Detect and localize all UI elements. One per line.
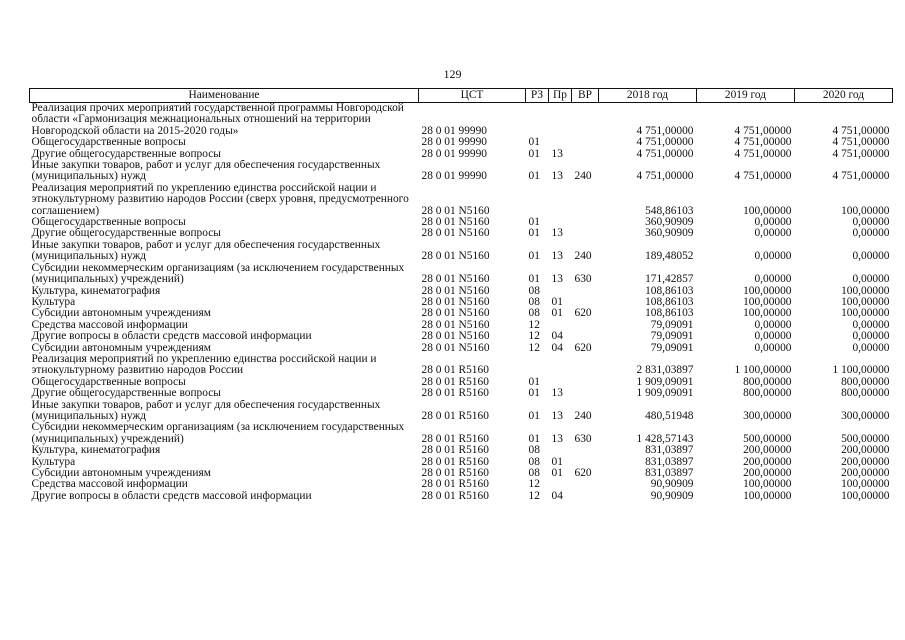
row-2018: 4 751,00000 <box>636 170 694 183</box>
row-pr <box>549 217 572 228</box>
row-name: Иные закупки товаров, работ и услуг для обеспечения государственных (муниципальных) нужд <box>31 160 381 183</box>
row-2020: 0,00000 <box>852 273 890 286</box>
row-name: Реализация мероприятий по укреплению единства российской нации и этнокультурному развитию народов России (сверх уровня, предусмотренного соглашением) <box>31 182 409 217</box>
table-row <box>30 388 893 399</box>
row-pr: 13 <box>551 388 563 400</box>
row-rz: 01 <box>528 273 540 286</box>
row-2018: 108,86103 <box>645 296 694 308</box>
row-vr <box>572 388 599 399</box>
row-2020: 0,00000 <box>852 342 890 354</box>
row-pr <box>549 377 572 388</box>
table-row <box>30 457 893 468</box>
row-rz: 08 <box>528 308 540 320</box>
row-vr <box>572 377 599 388</box>
table-row <box>30 343 893 354</box>
row-2018: 108,86103 <box>645 285 694 297</box>
table-row <box>30 228 893 239</box>
row-pr: 13 <box>551 432 563 445</box>
row-name: Субсидии автономным учреждениям <box>31 468 211 479</box>
row-name: Общегосударственные вопросы <box>31 376 186 388</box>
header-pr: Пр <box>549 89 572 103</box>
row-2019: 100,00000 <box>743 490 792 502</box>
header-rz: РЗ <box>526 89 549 103</box>
row-rz: 12 <box>528 342 540 354</box>
row-2018: 831,03897 <box>645 468 694 479</box>
row-cst: 28 0 01 N5160 <box>421 285 490 297</box>
row-rz: 01 <box>528 388 540 400</box>
header-vr: ВР <box>572 89 599 103</box>
row-cst: 28 0 01 R5160 <box>421 445 489 457</box>
row-rz: 01 <box>528 409 540 422</box>
row-pr: 01 <box>551 308 563 320</box>
row-2019: 300,00000 <box>743 409 792 422</box>
row-rz: 08 <box>528 468 540 479</box>
row-vr: 240 <box>574 170 592 183</box>
table-row <box>30 103 893 138</box>
row-2018: 831,03897 <box>645 445 694 457</box>
row-2020: 100,00000 <box>841 308 890 320</box>
row-rz: 01 <box>528 170 540 183</box>
row-2018: 79,09091 <box>650 331 694 343</box>
row-name: Культура <box>31 296 76 308</box>
row-pr <box>549 137 572 148</box>
row-2020: 0,00000 <box>852 331 890 343</box>
row-2018: 4 751,00000 <box>636 137 694 149</box>
row-2019: 4 751,00000 <box>734 124 792 137</box>
row-2019: 0,00000 <box>754 228 792 240</box>
header-name: Наименование <box>30 89 419 103</box>
row-2019: 200,00000 <box>743 456 792 468</box>
row-rz: 01 <box>528 228 540 240</box>
row-2019: 0,00000 <box>754 319 792 331</box>
row-vr <box>572 103 599 138</box>
row-vr: 620 <box>574 308 592 320</box>
row-pr <box>549 354 572 377</box>
row-2018: 480,51948 <box>645 409 694 422</box>
table-body <box>30 103 893 503</box>
row-rz: 01 <box>528 217 540 229</box>
row-rz: 08 <box>528 285 540 297</box>
table-row <box>30 445 893 456</box>
row-2020: 500,00000 <box>841 432 890 445</box>
row-2019: 4 751,00000 <box>734 137 792 149</box>
budget-table <box>29 88 893 502</box>
row-pr <box>549 286 572 297</box>
row-name: Иные закупки товаров, работ и услуг для обеспечения государственных (муниципальных) нужд <box>31 399 381 422</box>
row-cst: 28 0 01 R5160 <box>421 490 489 502</box>
row-rz: 12 <box>528 479 540 491</box>
row-cst: 28 0 01 N5160 <box>421 319 490 331</box>
table-row <box>30 354 893 377</box>
row-2019: 800,00000 <box>743 376 792 388</box>
row-name: Культура, кинематография <box>31 445 161 457</box>
table-row <box>30 491 893 502</box>
row-2020: 800,00000 <box>841 388 890 400</box>
row-vr <box>572 354 599 377</box>
row-2020: 800,00000 <box>841 376 890 388</box>
row-2018: 4 751,00000 <box>636 148 694 160</box>
row-vr <box>572 457 599 468</box>
row-name: Иные закупки товаров, работ и услуг для обеспечения государственных (муниципальных) нужд <box>31 239 381 263</box>
row-2018: 1 428,57143 <box>636 432 694 445</box>
row-2018: 189,48052 <box>645 250 694 263</box>
row-cst: 28 0 01 R5160 <box>421 388 489 400</box>
row-2020: 200,00000 <box>841 445 890 457</box>
row-vr <box>572 297 599 308</box>
row-rz: 12 <box>528 331 540 343</box>
row-rz: 01 <box>528 376 540 388</box>
row-pr: 13 <box>551 228 563 240</box>
row-2019: 200,00000 <box>743 468 792 479</box>
row-name: Другие вопросы в области средств массовой информации <box>31 490 312 502</box>
row-pr <box>549 445 572 456</box>
row-2020: 100,00000 <box>841 285 890 297</box>
table-row <box>30 479 893 490</box>
row-2020: 4 751,00000 <box>832 170 890 183</box>
row-rz <box>526 103 549 138</box>
row-cst: 28 0 01 R5160 <box>421 468 489 479</box>
header-2018: 2018 год <box>599 89 697 103</box>
row-2019: 0,00000 <box>754 217 792 229</box>
row-2019: 100,00000 <box>743 285 792 297</box>
row-cst: 28 0 01 N5160 <box>421 250 490 263</box>
row-vr <box>572 217 599 228</box>
row-rz: 12 <box>528 490 540 502</box>
row-2018: 4 751,00000 <box>636 124 694 137</box>
row-2020: 300,00000 <box>841 409 890 422</box>
table-header-row <box>30 89 893 103</box>
row-vr: 630 <box>574 432 592 445</box>
row-pr <box>549 479 572 490</box>
row-cst: 28 0 01 N5160 <box>421 296 490 308</box>
row-cst: 28 0 01 N5160 <box>421 273 490 286</box>
row-2019: 1 100,00000 <box>734 364 792 377</box>
row-2018: 90,90909 <box>650 490 694 502</box>
row-2020: 100,00000 <box>841 490 890 502</box>
row-2020: 4 751,00000 <box>832 148 890 160</box>
row-vr: 630 <box>574 273 592 286</box>
row-name: Культура, кинематография <box>31 285 161 297</box>
row-2019: 500,00000 <box>743 432 792 445</box>
row-2020: 1 100,00000 <box>832 364 890 377</box>
row-vr <box>572 491 599 502</box>
row-pr <box>549 103 572 138</box>
row-2020: 0,00000 <box>852 250 890 263</box>
row-2019: 4 751,00000 <box>734 170 792 183</box>
row-name: Другие вопросы в области средств массовой информации <box>31 331 312 343</box>
row-rz: 08 <box>528 296 540 308</box>
row-2019: 0,00000 <box>754 342 792 354</box>
row-cst: 28 0 01 R5160 <box>421 364 489 377</box>
header-2019: 2019 год <box>697 89 795 103</box>
table-row <box>30 160 893 183</box>
table-row <box>30 320 893 331</box>
row-cst: 28 0 01 R5160 <box>421 432 489 445</box>
row-cst: 28 0 01 99990 <box>421 137 487 149</box>
row-cst: 28 0 01 99990 <box>421 124 487 137</box>
row-pr: 04 <box>551 342 563 354</box>
table-row <box>30 286 893 297</box>
row-pr: 01 <box>551 296 563 308</box>
row-rz: 01 <box>528 250 540 263</box>
row-cst: 28 0 01 N5160 <box>421 217 490 229</box>
row-pr: 13 <box>551 273 563 286</box>
row-rz: 01 <box>528 137 540 149</box>
row-name: Другие общегосударственные вопросы <box>31 388 221 400</box>
row-name: Реализация мероприятий по укреплению единства российской нации и этнокультурному развитию народов России <box>31 353 377 377</box>
row-2018: 1 909,09091 <box>636 388 694 400</box>
table-row <box>30 149 893 160</box>
row-vr <box>572 137 599 148</box>
row-2019: 100,00000 <box>743 296 792 308</box>
row-2018: 79,09091 <box>650 342 694 354</box>
row-cst: 28 0 01 99990 <box>421 170 487 183</box>
row-rz: 08 <box>528 456 540 468</box>
row-vr: 620 <box>574 342 592 354</box>
page-number: 129 <box>443 67 462 81</box>
row-name: Общегосударственные вопросы <box>31 217 186 229</box>
row-2019: 800,00000 <box>743 388 792 400</box>
row-name: Средства массовой информации <box>31 319 188 331</box>
row-rz: 01 <box>528 148 540 160</box>
row-vr <box>572 479 599 490</box>
row-2018: 79,09091 <box>650 319 694 331</box>
row-2018: 108,86103 <box>645 308 694 320</box>
row-2020: 4 751,00000 <box>832 137 890 149</box>
row-2018: 1 909,09091 <box>636 376 694 388</box>
row-vr <box>572 320 599 331</box>
row-2019: 100,00000 <box>743 204 792 217</box>
row-name: Другие общегосударственные вопросы <box>31 148 221 160</box>
row-2018: 171,42857 <box>645 273 694 286</box>
row-cst: 28 0 01 R5160 <box>421 456 489 468</box>
row-pr: 04 <box>551 490 563 502</box>
header-2020: 2020 год <box>795 89 893 103</box>
row-cst: 28 0 01 N5160 <box>421 342 490 354</box>
row-2020: 100,00000 <box>841 296 890 308</box>
row-2020: 200,00000 <box>841 456 890 468</box>
row-2019: 100,00000 <box>743 479 792 491</box>
row-pr: 01 <box>551 468 563 479</box>
row-name: Средства массовой информации <box>31 479 188 491</box>
row-cst: 28 0 01 99990 <box>421 148 487 160</box>
row-cst: 28 0 01 N5160 <box>421 331 490 343</box>
row-2019: 0,00000 <box>754 331 792 343</box>
row-2018: 831,03897 <box>645 456 694 468</box>
row-2019: 4 751,00000 <box>734 148 792 160</box>
row-name: Общегосударственные вопросы <box>31 137 186 149</box>
row-2020: 0,00000 <box>852 217 890 229</box>
table-row <box>30 377 893 388</box>
row-2018: 548,86103 <box>645 204 694 217</box>
row-2020: 0,00000 <box>852 228 890 240</box>
row-cst: 28 0 01 N5160 <box>421 228 490 240</box>
row-vr <box>572 445 599 456</box>
row-cst: 28 0 01 N5160 <box>421 308 490 320</box>
table-row <box>30 331 893 342</box>
row-pr: 13 <box>551 250 563 263</box>
header-cst: ЦСТ <box>419 89 526 103</box>
row-2018: 360,90909 <box>645 228 694 240</box>
table-row <box>30 308 893 319</box>
row-name: Субсидии автономным учреждениям <box>31 342 211 354</box>
row-pr <box>549 320 572 331</box>
table-row <box>30 183 893 217</box>
row-name: Культура <box>31 456 76 468</box>
row-rz <box>526 183 549 217</box>
row-2020: 100,00000 <box>841 479 890 491</box>
row-cst: 28 0 01 R5160 <box>421 376 489 388</box>
row-vr: 240 <box>574 250 592 263</box>
row-2018: 2 831,03897 <box>636 364 694 377</box>
row-vr <box>572 331 599 342</box>
row-pr: 13 <box>551 409 563 422</box>
row-name: Субсидии некоммерческим организациям (за исключением государственных (муниципальных) учреждений) <box>31 262 405 286</box>
row-2020: 0,00000 <box>852 319 890 331</box>
table-row <box>30 297 893 308</box>
row-2020: 100,00000 <box>841 204 890 217</box>
table-row <box>30 240 893 263</box>
row-vr <box>572 228 599 239</box>
table-row <box>30 263 893 286</box>
table-row <box>30 217 893 228</box>
row-pr <box>549 183 572 217</box>
row-pr: 01 <box>551 456 563 468</box>
row-2018: 360,90909 <box>645 217 694 229</box>
row-vr <box>572 286 599 297</box>
table-row <box>30 468 893 479</box>
row-pr: 13 <box>551 170 563 183</box>
row-cst: 28 0 01 N5160 <box>421 204 490 217</box>
row-rz: 08 <box>528 445 540 457</box>
row-cst: 28 0 01 R5160 <box>421 479 489 491</box>
row-2019: 0,00000 <box>754 250 792 263</box>
table-row <box>30 422 893 445</box>
row-name: Реализация прочих мероприятий государственной программы Новгородской области «Гармонизация межнациональных отношений на территории Новгородской области на 2015-2020 годы» <box>31 102 404 137</box>
row-name: Субсидии некоммерческим организациям (за исключением государственных (муниципальных) учреждений) <box>31 422 405 445</box>
row-pr: 13 <box>551 148 563 160</box>
row-vr: 240 <box>574 409 592 422</box>
row-rz <box>526 354 549 377</box>
row-cst: 28 0 01 R5160 <box>421 409 489 422</box>
row-2018: 90,90909 <box>650 479 694 491</box>
row-vr: 620 <box>574 468 592 479</box>
row-name: Субсидии автономным учреждениям <box>31 308 211 320</box>
row-vr <box>572 149 599 160</box>
row-2019: 200,00000 <box>743 445 792 457</box>
row-rz: 01 <box>528 432 540 445</box>
row-vr <box>572 183 599 217</box>
row-pr: 04 <box>551 331 563 343</box>
row-2020: 200,00000 <box>841 468 890 479</box>
table-row <box>30 400 893 423</box>
row-rz: 12 <box>528 319 540 331</box>
row-name: Другие общегосударственные вопросы <box>31 228 221 240</box>
table-row <box>30 137 893 148</box>
row-2019: 100,00000 <box>743 308 792 320</box>
row-2020: 4 751,00000 <box>832 124 890 137</box>
row-2019: 0,00000 <box>754 273 792 286</box>
